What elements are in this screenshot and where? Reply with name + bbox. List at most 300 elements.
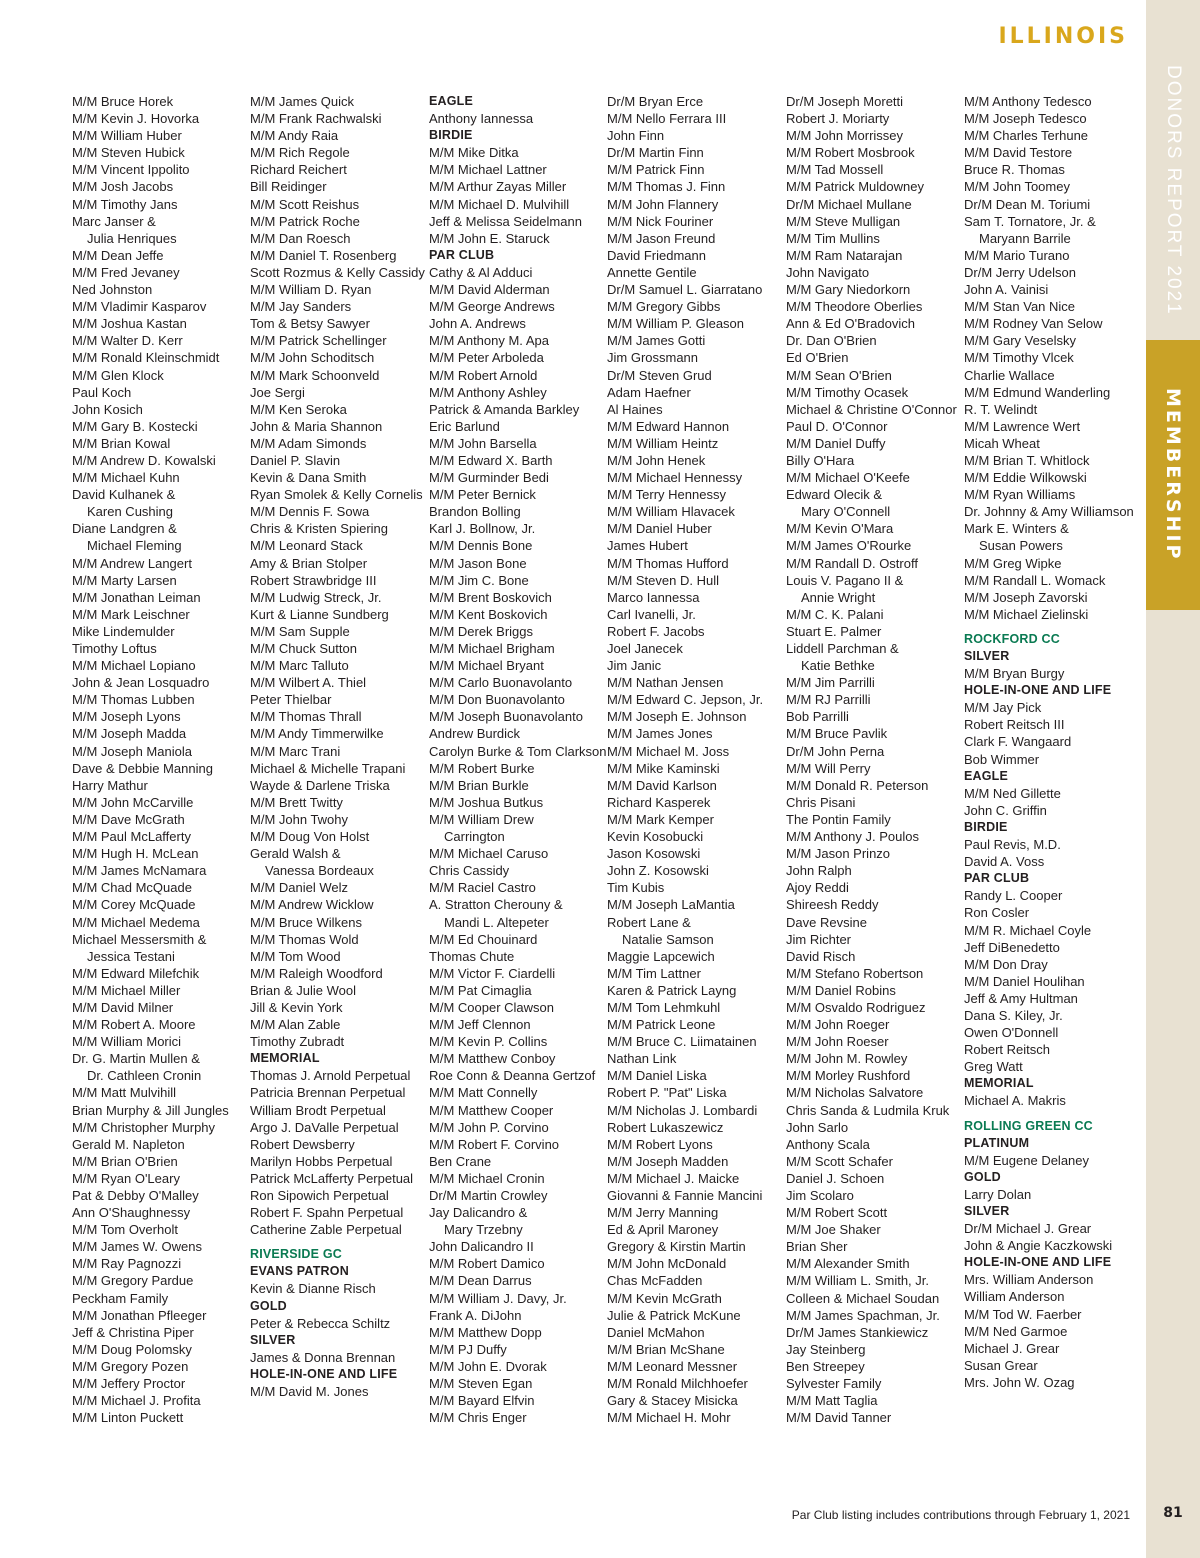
- donor-name: M/M Kent Boskovich: [429, 606, 548, 622]
- donor-name: M/M Pat Cimaglia: [429, 982, 532, 998]
- donor-name: M/M Marc Talluto: [250, 658, 349, 674]
- donor-name: Karl J. Bollnow, Jr.: [429, 521, 536, 537]
- donor-name: Peckham Family: [72, 1290, 169, 1306]
- donor-column-2: [250, 93, 425, 1400]
- donor-name: M/M John Roeser: [786, 1034, 889, 1050]
- donor-name: Colleen & Michael Soudan: [786, 1290, 940, 1306]
- donor-name: M/M James McNamara: [72, 863, 207, 879]
- donor-name: Dr/M Jerry Udelson: [964, 264, 1076, 280]
- donor-name: M/M Adam Simonds: [250, 435, 367, 451]
- donor-name: Peter Thielbar: [250, 692, 332, 708]
- donor-name: M/M Mark Kemper: [607, 811, 714, 827]
- donor-name: Dr/M Martin Crowley: [429, 1188, 548, 1203]
- donor-name: John Ralph: [786, 863, 852, 879]
- donor-name: Ed O'Brien: [786, 350, 849, 366]
- donor-name: Chris Cassidy: [429, 863, 510, 879]
- donor-name: M/M Tod W. Faerber: [964, 1306, 1082, 1322]
- donor-name: Thomas J. Arnold Perpetual: [250, 1068, 411, 1084]
- donor-name: M/M Michael M. Joss: [607, 743, 730, 759]
- category-heading: PAR CLUB: [964, 871, 1030, 886]
- donor-name: Bob Parrilli: [786, 709, 849, 725]
- donor-name: Chris Sanda & Ludmila Kruk: [786, 1102, 950, 1118]
- category-heading: SILVER: [964, 1204, 1010, 1218]
- category-heading: GOLD: [964, 1169, 1001, 1184]
- donor-name: M/M James Quick: [250, 94, 355, 109]
- donor-name: Bill Reidinger: [250, 179, 327, 195]
- donor-name: M/M John Twohy: [250, 811, 349, 827]
- donor-name: Argo J. DaValle Perpetual: [250, 1119, 399, 1135]
- donor-name: M/M Bruce Wilkens: [250, 914, 362, 930]
- donor-name: M/M Andrew D. Kowalski: [72, 452, 216, 468]
- donor-name: Michael A. Makris: [964, 1093, 1066, 1109]
- donor-name: Dr/M Dean M. Toriumi: [964, 196, 1091, 212]
- donor-name: M/M Chris Enger: [429, 1410, 527, 1426]
- donor-name: M/M Andy Timmerwilke: [250, 726, 384, 742]
- donor-name: M/M Michael J. Maicke: [607, 1170, 740, 1186]
- donor-name: Karen & Patrick Layng: [607, 982, 737, 998]
- donor-name: M/M Robert Lyons: [607, 1136, 713, 1152]
- donor-name: M/M Charles Terhune: [964, 128, 1089, 144]
- donor-name: M/M James O'Rourke: [786, 538, 912, 554]
- donor-name: Gerald M. Napleton: [72, 1136, 185, 1152]
- donor-name: M/M Jay Sanders: [250, 299, 352, 315]
- donor-name: M/M Anthony Ashley: [429, 384, 547, 400]
- donor-name: M/M James Gotti: [607, 333, 706, 349]
- donor-name: Robert Strawbridge III: [250, 572, 377, 588]
- donor-name: M/M Donald R. Peterson: [786, 777, 929, 793]
- donor-name: M/M Andrew Langert: [72, 555, 192, 571]
- sidebar-section-tab: [1146, 340, 1200, 610]
- donor-name: Bob Wimmer: [964, 751, 1040, 767]
- donor-name: M/M Joseph E. Johnson: [607, 709, 747, 725]
- donor-name: M/M William Morici: [72, 1034, 182, 1050]
- donor-name-continued: Karen Cushing: [87, 504, 173, 520]
- donor-name: M/M Alexander Smith: [786, 1256, 910, 1272]
- club-heading: RIVERSIDE GC: [250, 1247, 342, 1262]
- donor-name: M/M Ned Gillette: [964, 785, 1061, 801]
- donor-name: M/M Eddie Wilkowski: [964, 470, 1087, 486]
- donor-name: M/M Matthew Cooper: [429, 1102, 554, 1118]
- donor-name: M/M Ryan O'Leary: [72, 1170, 180, 1186]
- donor-name: M/M Michael Miller: [72, 982, 181, 998]
- donor-name: Dave & Debbie Manning: [72, 760, 213, 776]
- donor-name: M/M Rodney Van Selow: [964, 316, 1103, 332]
- donor-name-continued: Michael Fleming: [87, 538, 182, 554]
- donor-name: Scott Rozmus & Kelly Cassidy: [250, 264, 425, 280]
- donor-name: M/M Morley Rushford: [786, 1068, 911, 1084]
- donor-name: R. T. Welindt: [964, 401, 1038, 417]
- category-heading: EVANS PATRON: [250, 1264, 349, 1279]
- donor-name: M/M George Andrews: [429, 299, 555, 315]
- donor-name: M/M Michael Bryant: [429, 658, 544, 674]
- donor-name: M/M Patrick Roche: [250, 213, 360, 229]
- donor-name: M/M Tim Lattner: [607, 965, 701, 981]
- donor-name: John Kosich: [72, 401, 143, 417]
- donor-name: Dr. Dan O'Brien: [786, 333, 877, 349]
- donor-name: Michael & Christine O'Connor: [786, 401, 957, 417]
- donor-name: Patrick & Amanda Barkley: [429, 401, 580, 417]
- donor-name: M/M Jeffery Proctor: [72, 1376, 186, 1392]
- donor-name-continued: Vanessa Bordeaux: [265, 863, 374, 879]
- donor-name: M/M Jim Parrilli: [786, 675, 875, 691]
- donor-name: M/M Daniel Robins: [786, 982, 896, 998]
- donor-name: M/M Randall D. Ostroff: [786, 555, 918, 571]
- donor-name: M/M Edward C. Jepson, Jr.: [607, 692, 764, 708]
- donor-name: M/M Don Buonavolanto: [429, 692, 565, 708]
- donor-name: Joe Sergi: [250, 384, 305, 400]
- donor-name: Chris Pisani: [786, 794, 856, 810]
- donor-name: M/M Michael Zielinski: [964, 606, 1089, 622]
- donor-name: Jason Kosowski: [607, 846, 701, 862]
- category-heading: MEMORIAL: [250, 1051, 320, 1066]
- donor-name: Jim Grossmann: [607, 350, 699, 366]
- donor-name: M/M Matt Connelly: [429, 1085, 538, 1101]
- donor-name: M/M Vincent Ippolito: [72, 162, 190, 178]
- donor-name: Robert Lane &: [607, 914, 691, 930]
- donor-name: M/M David Karlson: [607, 777, 717, 793]
- donor-name: M/M Daniel Houlihan: [964, 973, 1085, 989]
- donor-name: William Anderson: [964, 1289, 1065, 1305]
- donor-name: Patrick McLafferty Perpetual: [250, 1170, 414, 1186]
- donor-name: M/M Joseph LaMantia: [607, 897, 735, 913]
- donor-name: Marilyn Hobbs Perpetual: [250, 1153, 393, 1169]
- donor-name: James & Donna Brennan: [250, 1349, 396, 1365]
- donor-name-continued: Jessica Testani: [87, 948, 175, 964]
- donor-name: Amy & Brian Stolper: [250, 555, 368, 571]
- donor-name: M/M William Hlavacek: [607, 504, 735, 520]
- donor-name: M/M Joshua Butkus: [429, 794, 544, 810]
- donor-name: M/M Bruce Horek: [72, 94, 174, 109]
- donor-name: Marc Janser &: [72, 213, 156, 229]
- donor-name: M/M William Huber: [72, 128, 182, 144]
- donor-name: M/M William J. Davy, Jr.: [429, 1290, 567, 1306]
- donor-name: Bruce R. Thomas: [964, 162, 1065, 178]
- donor-name: M/M Patrick Schellinger: [250, 333, 387, 349]
- donor-name: John Navigato: [786, 264, 870, 280]
- donor-name: M/M Jay Pick: [964, 700, 1042, 716]
- donor-name: M/M Daniel Duffy: [786, 435, 886, 451]
- donor-name: Robert F. Spahn Perpetual: [250, 1205, 404, 1221]
- donor-name: M/M Kevin P. Collins: [429, 1034, 548, 1050]
- donor-name: Kevin & Dana Smith: [250, 470, 367, 486]
- category-heading: EAGLE: [429, 94, 474, 108]
- donor-name: M/M Joe Shaker: [786, 1222, 881, 1238]
- donor-name: Sam T. Tornatore, Jr. &: [964, 213, 1096, 229]
- donor-name: M/M Peter Arboleda: [429, 350, 544, 366]
- donor-name: M/M Chuck Sutton: [250, 641, 357, 656]
- donor-name: M/M Stan Van Nice: [964, 299, 1076, 315]
- donor-name: M/M Ray Pagnozzi: [72, 1256, 182, 1272]
- donor-name: Michael & Michelle Trapani: [250, 760, 406, 776]
- donor-name: Jill & Kevin York: [250, 999, 343, 1015]
- donor-name: Peter & Rebecca Schiltz: [250, 1315, 391, 1331]
- donor-name: M/M Gary Niedorkorn: [786, 282, 911, 298]
- donor-name: M/M Daniel T. Rosenberg: [250, 247, 397, 263]
- donor-name: M/M Patrick Muldowney: [786, 179, 924, 195]
- donor-name: Brandon Bolling: [429, 504, 521, 520]
- category-heading: MEMORIAL: [964, 1076, 1034, 1091]
- donor-name: M/M Marty Larsen: [72, 572, 177, 588]
- donor-name: M/M Michael Hennessy: [607, 470, 743, 486]
- sidebar-report-title: [1146, 0, 1200, 340]
- donor-name: Anthony Scala: [786, 1136, 870, 1152]
- donor-name: Louis V. Pagano II &: [786, 572, 904, 588]
- donor-name: Billy O'Hara: [786, 452, 855, 468]
- donor-name: M/M PJ Duffy: [429, 1341, 507, 1357]
- donor-name: M/M Arthur Zayas Miller: [429, 179, 567, 195]
- donor-name: M/M Brian O'Brien: [72, 1153, 178, 1169]
- donor-name-continued: Mary O'Connell: [801, 504, 891, 520]
- report-label: DONORS REPORT 2021: [1163, 64, 1184, 316]
- donor-name: M/M Doug Polomsky: [72, 1341, 192, 1357]
- category-heading: PAR CLUB: [429, 247, 495, 262]
- donor-name-continued: Julia Henriques: [87, 230, 177, 246]
- donor-name: M/M Ronald Kleinschmidt: [72, 350, 220, 366]
- donor-name: M/M David Testore: [964, 145, 1073, 161]
- donor-name: Tom & Betsy Sawyer: [250, 316, 370, 332]
- donor-name: M/M Timothy Jans: [72, 196, 178, 212]
- donor-name: M/M Kevin J. Hovorka: [72, 111, 200, 127]
- donor-name: Marco Iannessa: [607, 589, 700, 605]
- donor-name: Carolyn Burke & Tom Clarkson: [429, 743, 607, 759]
- donor-name-continued: Maryann Barrile: [979, 230, 1071, 246]
- donor-name: Gary & Stacey Misicka: [607, 1393, 738, 1409]
- donor-name: Jeff & Christina Piper: [72, 1324, 194, 1340]
- donor-name: Nathan Link: [607, 1051, 677, 1067]
- donor-name: M/M Randall L. Womack: [964, 572, 1106, 588]
- donor-name: Daniel J. Schoen: [786, 1170, 885, 1186]
- donor-name: Robert Lukaszewicz: [607, 1119, 724, 1135]
- category-heading: HOLE-IN-ONE AND LIFE: [964, 683, 1112, 698]
- donor-name: M/M John Schoditsch: [250, 350, 375, 366]
- donor-name: Patricia Brennan Perpetual: [250, 1085, 406, 1101]
- donor-name-continued: Katie Bethke: [801, 658, 875, 674]
- donor-name: Susan Grear: [964, 1357, 1038, 1373]
- donor-name: M/M Steven Egan: [429, 1376, 533, 1392]
- donor-name: Al Haines: [607, 401, 663, 417]
- donor-name: M/M Kevin McGrath: [607, 1290, 722, 1306]
- donor-name: Jim Richter: [786, 931, 852, 947]
- donor-name: John C. Griffin: [964, 802, 1047, 818]
- donor-name: M/M Marc Trani: [250, 743, 341, 759]
- donor-name: Ron Cosler: [964, 905, 1030, 921]
- donor-name: Giovanni & Fannie Mancini: [607, 1188, 763, 1203]
- donor-name: M/M Mario Turano: [964, 247, 1070, 263]
- donor-name: M/M Mark Leischner: [72, 606, 190, 622]
- donor-name: Frank A. DiJohn: [429, 1307, 522, 1323]
- donor-name: M/M Michael Cronin: [429, 1170, 545, 1186]
- donor-name: Dr/M Joseph Moretti: [786, 94, 904, 109]
- donor-name: M/M John Toomey: [964, 179, 1070, 195]
- donor-name: M/M Timothy Vlcek: [964, 350, 1074, 366]
- donor-name: M/M Jason Freund: [607, 230, 716, 246]
- donor-name: Michael Messersmith &: [72, 931, 207, 947]
- donor-name: John & Maria Shannon: [250, 418, 383, 434]
- donor-name: M/M Bayard Elfvin: [429, 1393, 535, 1409]
- donor-name: M/M Walter D. Kerr: [72, 333, 183, 349]
- donor-name: David Risch: [786, 948, 856, 964]
- donor-name: M/M Josh Jacobs: [72, 179, 174, 195]
- donor-name: M/M Michael D. Mulvihill: [429, 196, 570, 212]
- donor-name-continued: Mandi L. Altepeter: [444, 914, 549, 930]
- donor-name: M/M Sean O'Brien: [786, 367, 892, 383]
- donor-name: Robert Reitsch III: [964, 717, 1065, 733]
- donor-name: M/M David M. Jones: [250, 1384, 369, 1400]
- donor-name: M/M Brian Burkle: [429, 777, 529, 793]
- donor-name: M/M Edward Hannon: [607, 418, 730, 434]
- donor-name: M/M Robert Scott: [786, 1205, 888, 1221]
- donor-name: Ben Crane: [429, 1153, 492, 1169]
- donor-name: M/M Robert Mosbrook: [786, 145, 915, 161]
- donor-name-continued: Susan Powers: [979, 538, 1063, 554]
- donor-name: M/M Fred Jevaney: [72, 264, 180, 280]
- donor-name: M/M Bryan Burgy: [964, 666, 1065, 682]
- donor-name: M/M Glen Klock: [72, 367, 164, 383]
- donor-name: M/M James W. Owens: [72, 1239, 203, 1255]
- donor-name: M/M John Barsella: [429, 435, 537, 451]
- donor-name: M/M Jason Bone: [429, 555, 527, 571]
- donor-name: M/M Joseph Tedesco: [964, 111, 1087, 127]
- donor-name: John Z. Kosowski: [607, 863, 709, 879]
- state-heading: ILLINOIS: [998, 24, 1128, 49]
- donor-name: M/M Ed Chouinard: [429, 931, 538, 947]
- donor-name: Ned Johnston: [72, 282, 153, 298]
- donor-name: Charlie Wallace: [964, 367, 1055, 383]
- donor-name: Timothy Zubradt: [250, 1034, 345, 1050]
- donor-name: Richard Reichert: [250, 162, 347, 178]
- donor-name: M/M Jonathan Leiman: [72, 589, 201, 605]
- donor-name: Mrs. John W. Ozag: [964, 1374, 1075, 1390]
- donor-name: Dr/M Bryan Erce: [607, 94, 704, 109]
- donor-name: The Pontin Family: [786, 811, 891, 827]
- donor-name: Edward Olecik &: [786, 487, 883, 503]
- donor-name: M/M Vladimir Kasparov: [72, 299, 207, 315]
- donor-name: M/M Michael Lattner: [429, 162, 547, 178]
- donor-name: M/M Dan Roesch: [250, 230, 351, 246]
- donor-name: M/M Gregory Pozen: [72, 1358, 189, 1374]
- donor-name: M/M Jim C. Bone: [429, 572, 529, 588]
- donor-name: M/M Paul McLafferty: [72, 829, 191, 845]
- donor-name: Brian & Julie Wool: [250, 982, 356, 998]
- donor-name: M/M Will Perry: [786, 760, 871, 776]
- donor-name: M/M Tom Overholt: [72, 1222, 178, 1238]
- donor-name: Chris & Kristen Spiering: [250, 521, 388, 537]
- donor-name-continued: Natalie Samson: [622, 931, 714, 947]
- category-heading: SILVER: [250, 1332, 296, 1347]
- donor-name: M/M Steven Hubick: [72, 145, 185, 161]
- donor-name: M/M Dean Darrus: [429, 1273, 532, 1289]
- donor-name: M/M Sam Supple: [250, 623, 350, 639]
- donor-name: Dr/M Michael J. Grear: [964, 1221, 1092, 1237]
- donor-name: David A. Voss: [964, 854, 1045, 870]
- donor-name: M/M Brian T. Whitlock: [964, 452, 1090, 468]
- donor-name: M/M Rich Regole: [250, 145, 350, 161]
- donor-name: M/M Frank Rachwalski: [250, 111, 382, 127]
- donor-name: Robert P. "Pat" Liska: [607, 1085, 727, 1101]
- donor-name: M/M Ram Natarajan: [786, 247, 903, 263]
- donor-name: M/M Tom Wood: [250, 948, 341, 964]
- donor-name: John Dalicandro II: [429, 1239, 534, 1255]
- donor-name: M/M Chad McQuade: [72, 880, 192, 896]
- donor-name: M/M Anthony Tedesco: [964, 94, 1092, 109]
- donor-name: M/M Timothy Ocasek: [786, 384, 909, 400]
- donor-name: M/M Anthony M. Apa: [429, 333, 549, 349]
- donor-name: M/M Doug Von Holst: [250, 829, 370, 845]
- donor-name-continued: Carrington: [444, 829, 505, 845]
- category-heading: PLATINUM: [964, 1135, 1030, 1150]
- donor-name: Robert J. Moriarty: [786, 111, 890, 127]
- donor-name: M/M Nello Ferrara III: [607, 111, 727, 127]
- donor-name: M/M Brett Twitty: [250, 794, 343, 810]
- page-number: 81: [1163, 1505, 1183, 1521]
- donor-column-3: [429, 93, 607, 1426]
- donor-name: M/M Michael H. Mohr: [607, 1410, 731, 1426]
- donor-name: Roe Conn & Deanna Gertzof: [429, 1068, 596, 1084]
- donor-name: M/M Mike Ditka: [429, 145, 519, 161]
- donor-name: Robert F. Jacobs: [607, 623, 705, 639]
- donor-name: Jay Steinberg: [786, 1341, 866, 1357]
- donor-name: M/M Robert Burke: [429, 760, 535, 776]
- donor-name: M/M Leonard Messner: [607, 1358, 738, 1374]
- donor-name: M/M Nathan Jensen: [607, 675, 724, 691]
- donor-name: M/M Leonard Stack: [250, 538, 363, 554]
- donor-name: M/M Matthew Dopp: [429, 1324, 542, 1340]
- donor-name: Jeff & Melissa Seidelmann: [429, 213, 582, 229]
- donor-name: M/M Robert A. Moore: [72, 1017, 196, 1033]
- donor-name: Larry Dolan: [964, 1186, 1032, 1202]
- donor-name: M/M Matt Mulvihill: [72, 1085, 177, 1101]
- donor-name: Thomas Chute: [429, 948, 515, 964]
- donor-name: M/M Theodore Oberlies: [786, 299, 923, 315]
- donor-name: M/M Edmund Wanderling: [964, 384, 1111, 400]
- donor-name: M/M Michael Medema: [72, 914, 200, 930]
- donor-name: Dr/M Michael Mullane: [786, 196, 912, 212]
- donor-name: M/M Ryan Williams: [964, 487, 1076, 503]
- donor-name: Jeff & Amy Hultman: [964, 990, 1078, 1006]
- donor-name: Kevin Kosobucki: [607, 829, 704, 845]
- donor-name: Annette Gentile: [607, 264, 697, 280]
- donor-name: M/M Jeff Clennon: [429, 1017, 531, 1033]
- donor-name: Tim Kubis: [607, 880, 665, 896]
- donor-name: M/M Ludwig Streck, Jr.: [250, 589, 382, 605]
- donor-name: M/M Tim Mullins: [786, 230, 880, 246]
- donor-name: M/M Joseph Maniola: [72, 743, 192, 759]
- donor-name: M/M Dean Jeffe: [72, 247, 164, 263]
- donor-name: Ron Sipowich Perpetual: [250, 1188, 389, 1203]
- donor-name: M/M William Heintz: [607, 435, 719, 451]
- donor-name: M/M Michael O'Keefe: [786, 470, 910, 486]
- donor-name: M/M John Henek: [607, 452, 706, 468]
- donor-name: Maggie Lapcewich: [607, 948, 715, 964]
- donor-name: M/M Jonathan Pfleeger: [72, 1307, 207, 1323]
- donor-name: Mike Lindemulder: [72, 623, 175, 639]
- donor-name: Mrs. William Anderson: [964, 1272, 1094, 1288]
- donor-name: M/M Patrick Leone: [607, 1017, 716, 1033]
- donor-name: Jeff DiBenedetto: [964, 939, 1060, 955]
- donor-name: Daniel P. Slavin: [250, 452, 341, 468]
- donor-name: M/M C. K. Palani: [786, 606, 884, 622]
- club-heading: ROLLING GREEN CC: [964, 1118, 1093, 1133]
- donor-name: M/M James Jones: [607, 726, 713, 742]
- donor-name: A. Stratton Cherouny &: [429, 897, 563, 913]
- donor-name: Andrew Burdick: [429, 726, 521, 742]
- donor-name: M/M Raciel Castro: [429, 880, 536, 896]
- donor-name: Richard Kasperek: [607, 794, 711, 810]
- donor-column-5: [786, 93, 961, 1426]
- donor-name: Kevin & Dianne Risch: [250, 1281, 376, 1297]
- category-heading: EAGLE: [964, 768, 1009, 783]
- donor-name: David Friedmann: [607, 247, 706, 263]
